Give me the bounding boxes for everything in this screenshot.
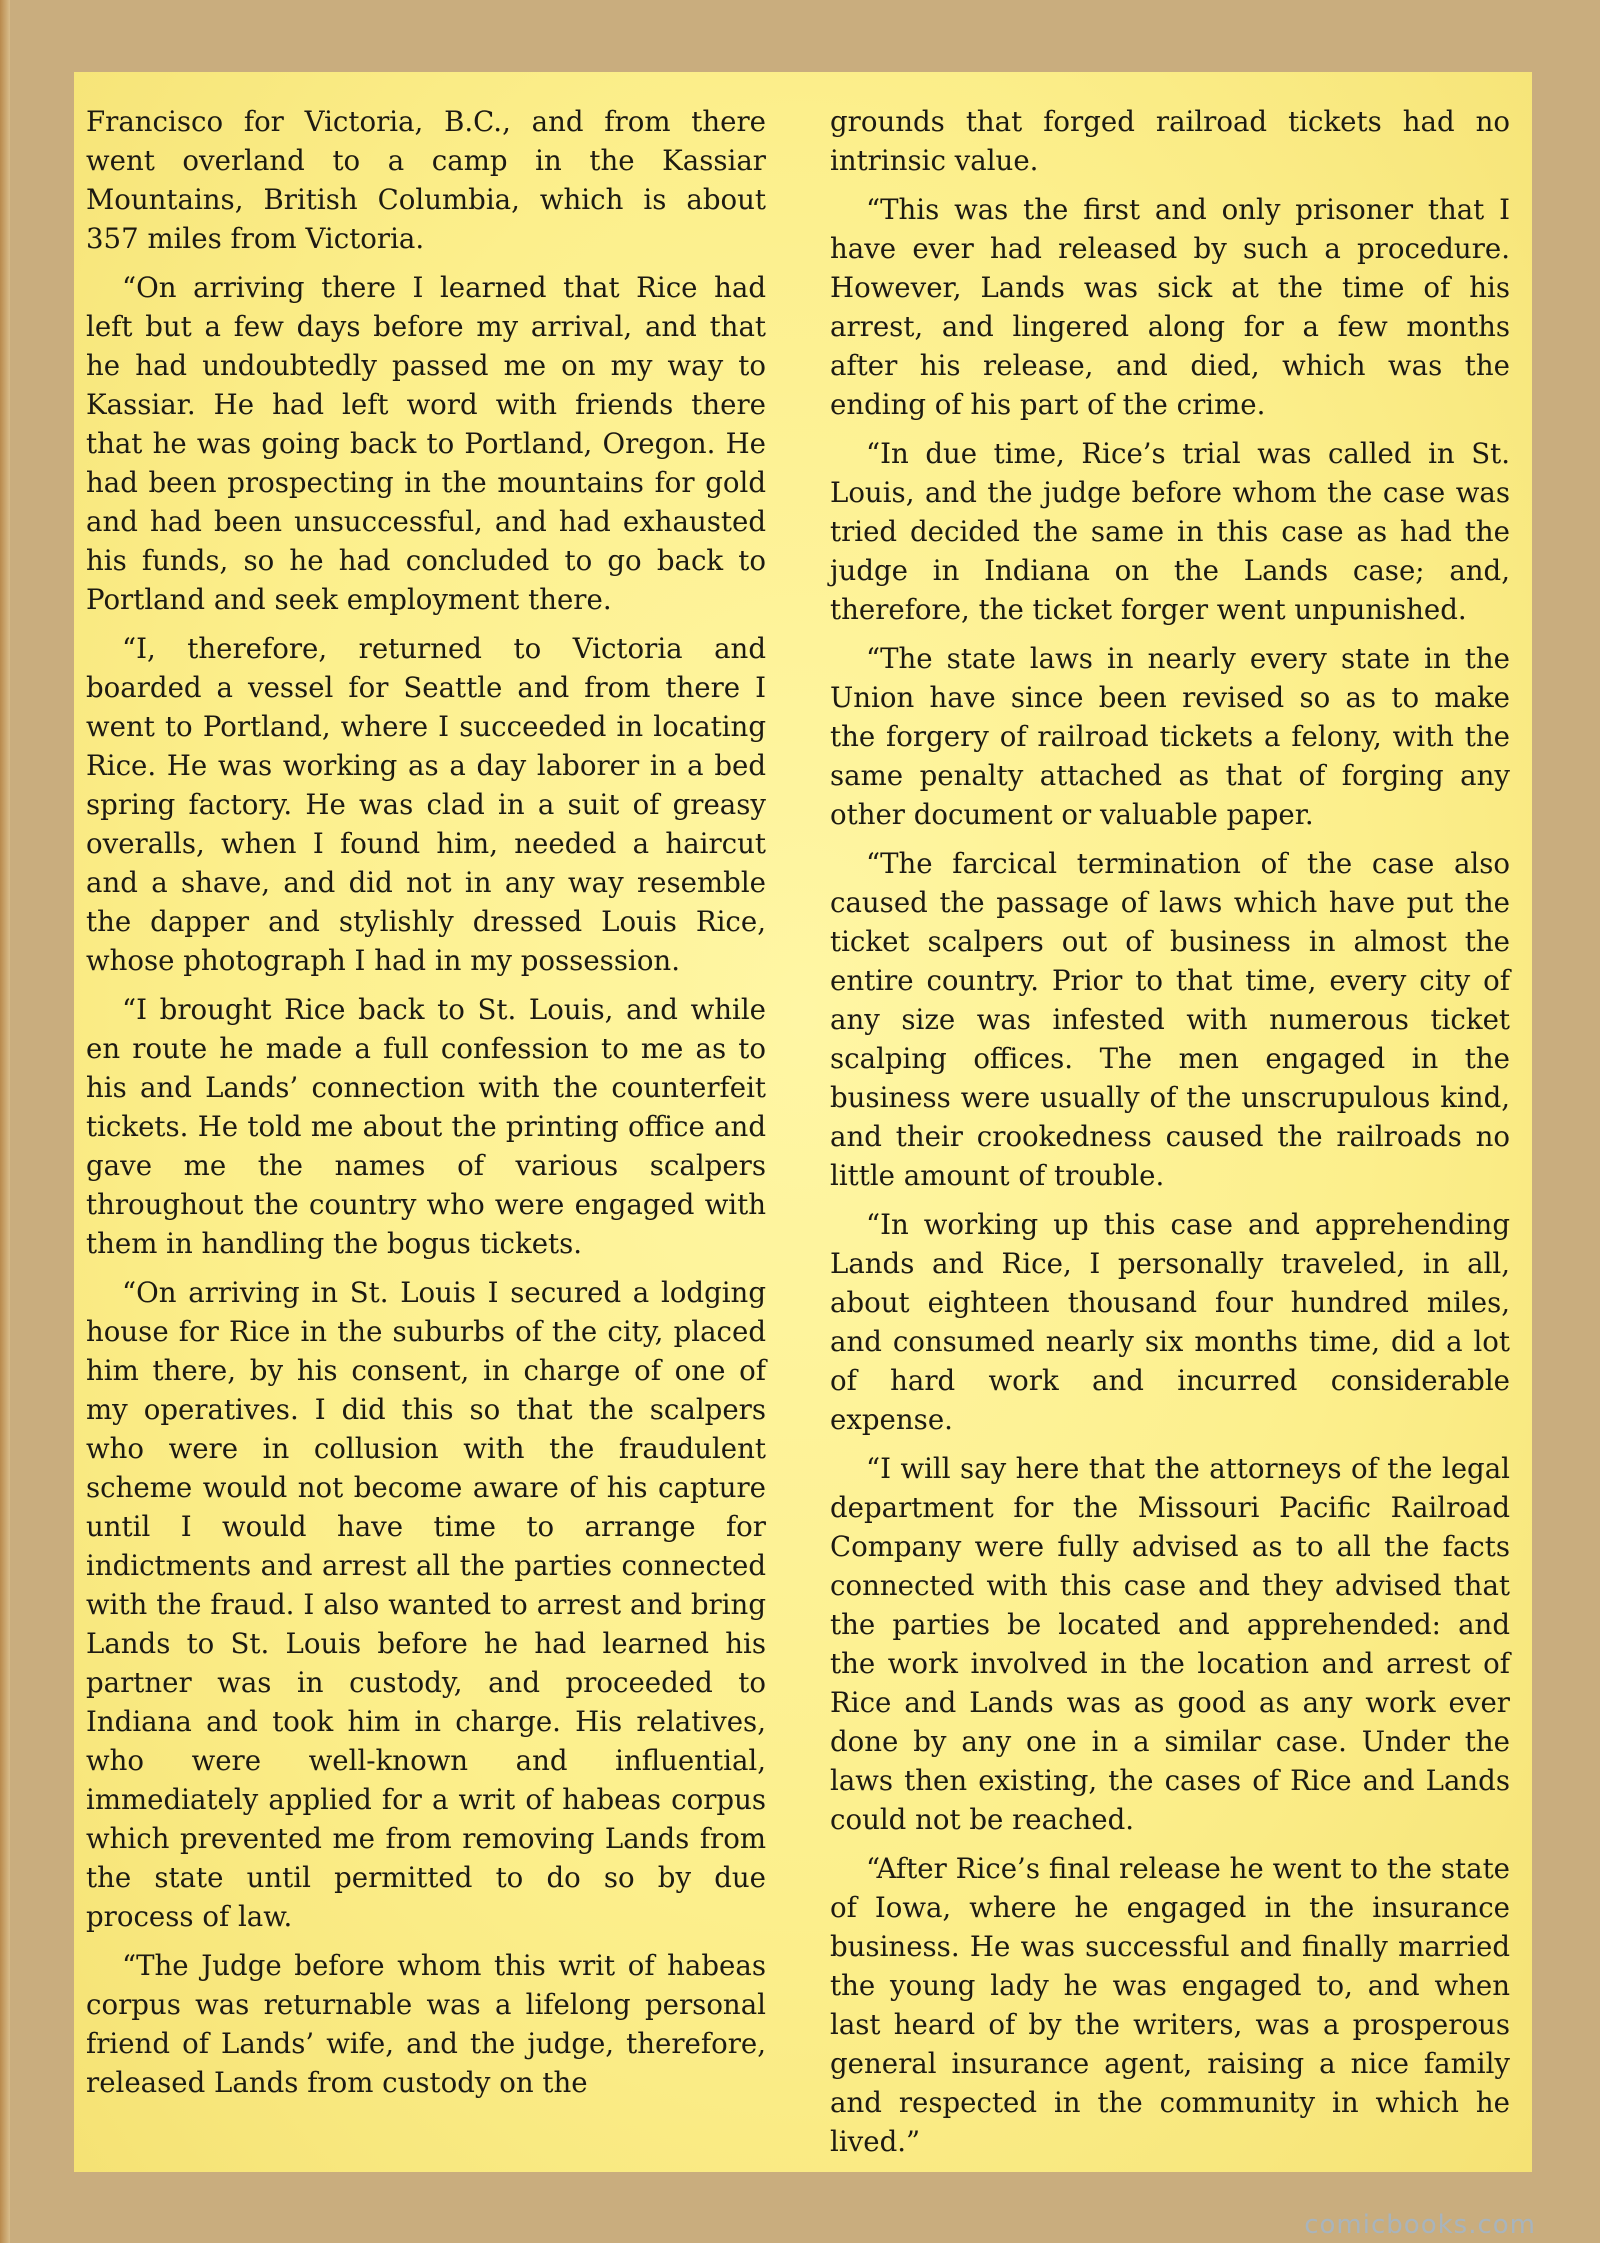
paragraph: “On arriving there I learned that Rice had left but a few days before my arrival, and that he had undoubtedly passed me on my way to Kassiar. He had left word with friends there that he was going back to Portland, Oregon. He had been prospecting in the mountains for gold and had been unsuccessful, and had exhausted his funds, so he had concluded to go back to Portland and seek employment there.: [86, 271, 766, 616]
paragraph: “On arriving in St. Louis I secured a lodging house for Rice in the suburbs of the city, placed him there, by his consent, in charge of one of my operatives. I did this so that the scalpers who were in collusion with the fraudulent scheme would not become aware of his capture until I would have time to arrange for indictments and arrest all the parties connected with the fraud. I also wanted to arrest and bring Lands to St. Louis before he had learned his partner was in custody, and proceeded to Indiana and took him in charge. His relatives, who were well-known and influential, immediately applied for a writ of habeas corpus which prevented me from removing Lands from the state until permitted to do so by due process of law.: [86, 1276, 766, 1933]
paragraph: “The farcical termination of the case also caused the passage of laws which have put the ticket scalpers out of business in almost the entire country. Prior to that time, every city of any size was infested with numerous ticket scalping offices. The men engaged in the business were usually of the unscrupulous kind, and their crookedness caused the railroads no little amount of trouble.: [830, 847, 1510, 1192]
paragraph: “In due time, Rice’s trial was called in St. Louis, and the judge before whom the case was tried decided the same in this case as had the judge in Indiana on the Lands case; and, therefore, the ticket forger went unpunished.: [830, 437, 1510, 626]
paragraph: “I, therefore, returned to Victoria and boarded a vessel for Seattle and from there I went to Portland, where I succeeded in locating Rice. He was working as a day laborer in a bed spring factory. He was clad in a suit of greasy overalls, when I found him, needed a haircut and a shave, and did not in any way resemble the dapper and stylishly dressed Louis Rice, whose photograph I had in my possession.: [86, 632, 766, 977]
paragraph: “The Judge before whom this writ of habeas corpus was returnable was a lifelong personal friend of Lands’ wife, and the judge, therefore, released Lands from custody on the: [86, 1949, 766, 2099]
paragraph: “I brought Rice back to St. Louis, and while en route he made a full confession to me as to his and Lands’ connection with the counterfeit tickets. He told me about the printing office and gave me the names of various scalpers throughout the country who were engaged with them in handling the bogus tickets.: [86, 993, 766, 1260]
right-column: [830, 102, 1510, 2171]
paragraph: “This was the first and only prisoner that I have ever had released by such a procedure. However, Lands was sick at the time of his arrest, and lingered along for a few months after his release, and died, which was the ending of his part of the crime.: [830, 193, 1510, 421]
paragraph: “In working up this case and apprehending Lands and Rice, I personally traveled, in all, about eighteen thousand four hundred miles, and consumed nearly six months time, did a lot of hard work and incurred considerable expense.: [830, 1208, 1510, 1436]
left-column: [86, 102, 766, 2112]
paragraph: “After Rice’s final release he went to the state of Iowa, where he engaged in the insurance business. He was successful and finally married the young lady he was engaged to, and when last heard of by the writers, was a prosperous general insurance agent, raising a nice family and respected in the community in which he lived.”: [830, 1852, 1510, 2158]
watermark: comicbooks.com: [1304, 2210, 1536, 2240]
text-panel: [74, 72, 1532, 2172]
paragraph: “The state laws in nearly every state in the Union have since been revised so as to make the forgery of railroad tickets a felony, with the same penalty attached as that of forging any other document or valuable paper.: [830, 642, 1510, 831]
paragraph: “I will say here that the attorneys of the legal department for the Missouri Pacific Railroad Company were fully advised as to all the facts connected with this case and they advised that the parties be located and apprehended: and the work involved in the location and arrest of Rice and Lands was as good as any work ever done by any one in a similar case. Under the laws then existing, the cases of Rice and Lands could not be reached.: [830, 1452, 1510, 1836]
paragraph: Francisco for Victoria, B.C., and from there went overland to a camp in the Kassiar Mountains, British Columbia, which is about 357 miles from Victoria.: [86, 105, 766, 255]
page-edge: [0, 0, 10, 2243]
paragraph: grounds that forged railroad tickets had no intrinsic value.: [830, 105, 1510, 177]
